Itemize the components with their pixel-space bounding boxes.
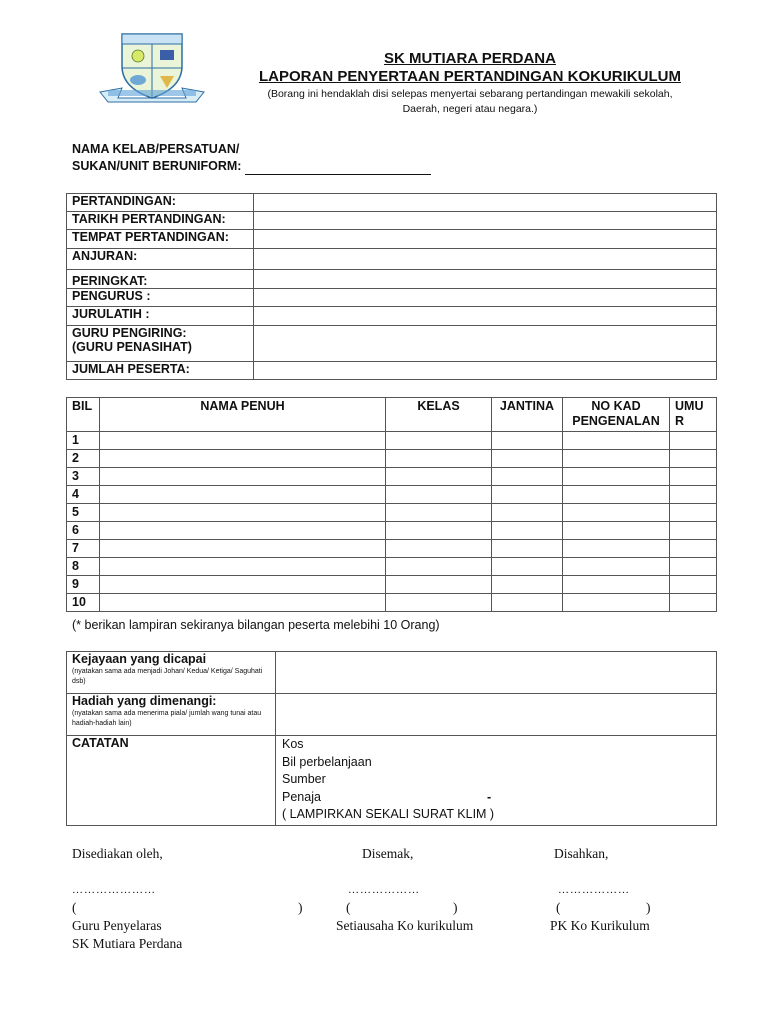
approved-paren-open: ( <box>556 900 561 915</box>
umur-cell[interactable] <box>670 450 717 468</box>
kelas-cell[interactable] <box>386 468 492 486</box>
catatan-item-lampiran: ( LAMPIRKAN SEKALI SURAT KLIM ) <box>282 807 495 821</box>
prepared-label: Disediakan oleh, <box>72 846 163 861</box>
info-value-cell[interactable] <box>254 362 717 380</box>
col-header-kelas: KELAS <box>386 398 492 432</box>
nokad-cell[interactable] <box>563 558 670 576</box>
prepared-sign-line[interactable]: ………………… <box>72 884 156 896</box>
umur-cell[interactable] <box>670 594 717 612</box>
table-row <box>67 576 717 594</box>
checked-paren-open: ( <box>346 900 351 915</box>
nokad-cell[interactable] <box>563 450 670 468</box>
table-row <box>67 594 717 612</box>
hadiah-label-cell <box>67 694 276 736</box>
form-header <box>200 50 740 116</box>
hadiah-hint: (nyatakan sama ada menerima piala/ jumlah wang tunai atau hadiah-hadiah lain) <box>72 710 262 727</box>
jantina-cell[interactable] <box>492 450 563 468</box>
jantina-cell[interactable] <box>492 558 563 576</box>
umur-cell[interactable] <box>670 558 717 576</box>
school-name: SK MUTIARA PERDANA <box>384 50 556 67</box>
col-header-umur-line2: R <box>675 414 685 428</box>
signature-approved <box>550 845 666 935</box>
form-instruction-line1: (Borang ini hendaklah disi selepas menyertai sebarang pertandingan mewakili sekolah, <box>267 88 673 100</box>
col-header-nokad <box>563 398 670 432</box>
approved-label: Disahkan, <box>554 846 609 861</box>
umur-cell[interactable] <box>670 504 717 522</box>
jantina-cell[interactable] <box>492 540 563 558</box>
info-value-cell[interactable] <box>254 249 717 270</box>
jantina-cell[interactable] <box>492 594 563 612</box>
checked-sign-line[interactable]: ……………… <box>348 884 420 896</box>
info-label: (GURU PENASIHAT) <box>72 340 192 354</box>
row-number: 3 <box>67 468 100 486</box>
catatan-item-perbelanjaan: Bil perbelanjaan <box>282 754 372 769</box>
info-value-cell[interactable] <box>254 326 717 362</box>
table-row <box>67 432 717 450</box>
form-title: LAPORAN PENYERTAAN PERTANDINGAN KOKURIKULUM <box>259 68 681 85</box>
info-label: PERINGKAT: <box>67 270 254 289</box>
info-label-guru <box>67 326 254 362</box>
prepared-role: Guru Penyelaras <box>72 918 162 933</box>
club-label-line2: SUKAN/UNIT BERUNIFORM: <box>72 159 242 173</box>
row-number: 8 <box>67 558 100 576</box>
umur-cell[interactable] <box>670 522 717 540</box>
jantina-cell[interactable] <box>492 576 563 594</box>
table-row <box>67 468 717 486</box>
col-header-nokad-line2: PENGENALAN <box>572 414 660 428</box>
kejayaan-title: Kejayaan yang dicapai <box>72 652 207 666</box>
kelas-cell[interactable] <box>386 576 492 594</box>
kejayaan-label-cell <box>67 652 276 694</box>
info-label: ANJURAN: <box>67 249 254 270</box>
checked-label: Disemak, <box>362 846 414 861</box>
nokad-cell[interactable] <box>563 504 670 522</box>
hadiah-value-cell[interactable] <box>276 694 717 736</box>
approved-role: PK Ko Kurikulum <box>550 918 650 933</box>
row-number: 9 <box>67 576 100 594</box>
checked-role: Setiausaha Ko kurikulum <box>336 918 474 933</box>
info-label: TEMPAT PERTANDINGAN: <box>67 230 254 249</box>
results-table <box>66 651 717 826</box>
nokad-cell[interactable] <box>563 594 670 612</box>
prepared-paren-open: ( <box>72 900 77 915</box>
signature-checked <box>336 845 486 935</box>
table-row <box>67 558 717 576</box>
catatan-list <box>281 736 711 824</box>
info-value-cell[interactable] <box>254 289 717 307</box>
catatan-item-kos: Kos <box>282 737 304 751</box>
form-instruction-line2: Daerah, negeri atau negara.) <box>402 103 538 115</box>
col-header-jantina: JANTINA <box>492 398 563 432</box>
jantina-cell[interactable] <box>492 504 563 522</box>
info-label: GURU PENGIRING: <box>72 326 187 340</box>
nokad-cell[interactable] <box>563 522 670 540</box>
table-row <box>67 504 717 522</box>
catatan-value-cell[interactable] <box>276 736 717 826</box>
info-value-cell[interactable] <box>254 307 717 326</box>
row-number: 1 <box>67 432 100 450</box>
club-name-field <box>72 141 431 175</box>
info-value-cell[interactable] <box>254 270 717 289</box>
nokad-cell[interactable] <box>563 486 670 504</box>
nokad-cell[interactable] <box>563 576 670 594</box>
prepared-paren-close: ) <box>298 900 303 915</box>
kelas-cell[interactable] <box>386 594 492 612</box>
umur-cell[interactable] <box>670 540 717 558</box>
approved-sign-line[interactable]: ……………… <box>558 884 630 896</box>
info-value-cell[interactable] <box>254 194 717 212</box>
catatan-item-penaja-row <box>282 789 711 807</box>
catatan-item-sumber: Sumber <box>282 772 326 786</box>
col-header-bil: BIL <box>67 398 100 432</box>
row-number: 4 <box>67 486 100 504</box>
nama-cell[interactable] <box>100 450 386 468</box>
catatan-item-penaja: Penaja <box>282 789 321 804</box>
kejayaan-value-cell[interactable] <box>276 652 717 694</box>
club-name-blank[interactable] <box>245 161 431 175</box>
col-header-umur <box>670 398 717 432</box>
jantina-cell[interactable] <box>492 522 563 540</box>
info-label: TARIKH PERTANDINGAN: <box>67 212 254 230</box>
info-label: JURULATIH : <box>67 307 254 326</box>
umur-cell[interactable] <box>670 432 717 450</box>
competition-info-table <box>66 193 717 380</box>
nama-cell[interactable] <box>100 558 386 576</box>
nama-cell[interactable] <box>100 522 386 540</box>
penaja-dash: - <box>487 789 492 804</box>
row-number: 7 <box>67 540 100 558</box>
nama-cell[interactable] <box>100 432 386 450</box>
kelas-cell[interactable] <box>386 522 492 540</box>
col-header-nama: NAMA PENUH <box>100 398 386 432</box>
col-header-umur-line1: UMU <box>675 399 704 413</box>
nama-cell[interactable] <box>100 576 386 594</box>
jantina-cell[interactable] <box>492 468 563 486</box>
nama-cell[interactable] <box>100 486 386 504</box>
nama-cell[interactable] <box>100 594 386 612</box>
kejayaan-hint: (nyatakan sama ada menjadi Johan/ Kedua/ Ketiga/ Saguhati dsb) <box>72 668 263 685</box>
nama-cell[interactable] <box>100 540 386 558</box>
col-header-nokad-line1: NO KAD <box>591 399 641 413</box>
info-label: PERTANDINGAN: <box>67 194 254 212</box>
row-number: 2 <box>67 450 100 468</box>
kelas-cell[interactable] <box>386 558 492 576</box>
table-row <box>67 540 717 558</box>
jantina-cell[interactable] <box>492 486 563 504</box>
nama-cell[interactable] <box>100 468 386 486</box>
kelas-cell[interactable] <box>386 450 492 468</box>
info-label: PENGURUS : <box>67 289 254 307</box>
kelas-cell[interactable] <box>386 486 492 504</box>
kelas-cell[interactable] <box>386 504 492 522</box>
signature-prepared <box>72 845 312 953</box>
nokad-cell[interactable] <box>563 468 670 486</box>
club-label-line1: NAMA KELAB/PERSATUAN/ <box>72 142 240 156</box>
hadiah-title: Hadiah yang dimenangi: <box>72 694 217 708</box>
table-row <box>67 450 717 468</box>
info-label: JUMLAH PESERTA: <box>67 362 254 380</box>
row-number: 5 <box>67 504 100 522</box>
school-crest-logo <box>96 28 208 104</box>
participant-roster-table <box>66 397 717 612</box>
nokad-cell[interactable] <box>563 432 670 450</box>
umur-cell[interactable] <box>670 468 717 486</box>
nama-cell[interactable] <box>100 504 386 522</box>
kelas-cell[interactable] <box>386 540 492 558</box>
umur-cell[interactable] <box>670 486 717 504</box>
nokad-cell[interactable] <box>563 540 670 558</box>
approved-paren-close: ) <box>646 900 651 915</box>
info-value-cell[interactable] <box>254 230 717 249</box>
table-row <box>67 522 717 540</box>
kelas-cell[interactable] <box>386 432 492 450</box>
info-value-cell[interactable] <box>254 212 717 230</box>
checked-paren-close: ) <box>453 900 458 915</box>
jantina-cell[interactable] <box>492 432 563 450</box>
row-number: 6 <box>67 522 100 540</box>
roster-footnote: (* berikan lampiran sekiranya bilangan peserta melebihi 10 Orang) <box>72 618 440 632</box>
table-row <box>67 486 717 504</box>
row-number: 10 <box>67 594 100 612</box>
prepared-org: SK Mutiara Perdana <box>72 936 183 951</box>
umur-cell[interactable] <box>670 576 717 594</box>
catatan-label: CATATAN <box>67 736 276 826</box>
